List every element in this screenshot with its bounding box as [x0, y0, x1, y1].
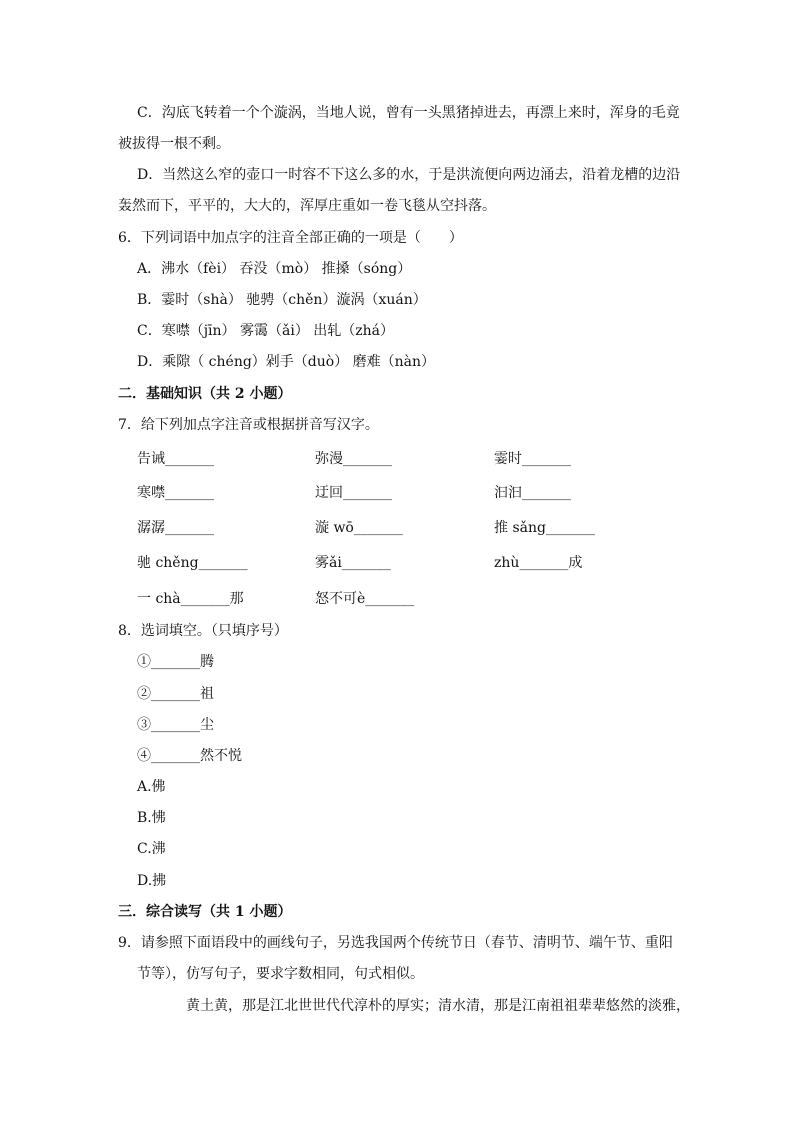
q9-passage: 黄土黄，那是江北世世代代淳朴的厚实；清水清，那是江南祖祖辈辈悠然的淡雅，	[186, 998, 690, 1014]
q8-blank: ①_______腾	[137, 654, 214, 670]
q7-item: 怒不可è_______	[315, 591, 415, 607]
q7-item: 漩 wō_______	[315, 520, 403, 536]
q7-item: 告诫_______	[137, 451, 214, 467]
q7-item: 迂回_______	[315, 485, 392, 501]
q8-choice-c: C.沸	[137, 841, 166, 857]
q7-item: 雾ǎi_______	[315, 555, 391, 571]
q5-option-d-line2: 轰然而下，平平的，大大的，浑厚庄重如一卷飞毯从空抖落。	[118, 198, 496, 214]
q8-choice-a: A.佛	[137, 779, 166, 795]
q8-choice-b: B.怫	[137, 810, 166, 826]
q8-choice-d: D.拂	[137, 873, 167, 889]
q7-item: 驰 chěng_______	[137, 555, 248, 571]
q9-stem-line1: 9．请参照下面语段中的画线句子，另选我国两个传统节日（春节、清明节、端午节、重阳	[118, 935, 673, 951]
q9-stem-line2: 节等），仿写句子，要求字数相同，句式相似。	[137, 966, 424, 982]
q7-item: zhù_______成	[494, 555, 583, 571]
q5-option-c-line2: 被拔得一根不剩。	[118, 136, 230, 152]
q8-blank: ②_______祖	[137, 686, 214, 702]
q7-item: 寒噤_______	[137, 485, 214, 501]
q6-stem: 6．下列词语中加点字的注音全部正确的一项是（ ）	[118, 230, 463, 246]
q5-option-d-line1: D．当然这么窄的壶口一时容不下这么多的水，于是洪流便向两边涌去，沿着龙槽的边沿	[137, 167, 681, 183]
q7-item: 汩汩_______	[494, 485, 571, 501]
q7-item: 潺潺_______	[137, 520, 214, 536]
q8-stem: 8．选词填空。（只填序号）	[118, 623, 288, 639]
q8-blank: ③_______尘	[137, 717, 214, 733]
q8-blank: ④_______然不悦	[137, 748, 242, 764]
section-heading-comprehensive: 三．综合读写（共 1 小题）	[118, 904, 292, 920]
q5-option-c-line1: C．沟底飞转着一个个漩涡，当地人说，曾有一头黑猪掉进去，再漂上来时，浑身的毛竟	[137, 105, 680, 121]
q7-item: 弥漫_______	[315, 451, 392, 467]
q6-option-b: B．霎时（shà） 驰骋（chěn）漩涡（xuán）	[137, 292, 427, 308]
q7-item: 推 sǎng_______	[494, 520, 595, 536]
q7-stem: 7．给下列加点字注音或根据拼音写汉字。	[118, 417, 379, 433]
q7-item: 一 chà_______那	[137, 591, 244, 607]
q6-option-d: D．乘隙（ chéng）剁手（duò） 磨难（nàn）	[137, 354, 436, 370]
section-heading-basic-knowledge: 二．基础知识（共 2 小题）	[118, 386, 292, 402]
q6-option-a: A．沸水（fèi） 吞没（mò） 推搡（sóng）	[137, 261, 412, 277]
q6-option-c: C．寒噤（jīn） 雾霭（ǎi） 出轧（zhá）	[137, 323, 395, 339]
q7-item: 霎时_______	[494, 451, 571, 467]
